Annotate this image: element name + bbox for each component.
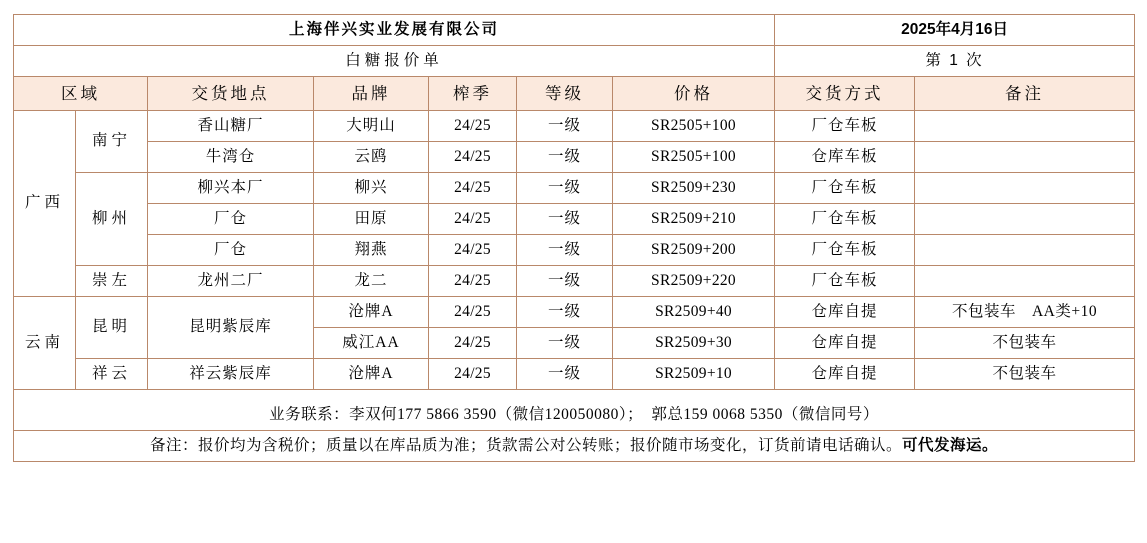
price-cell: SR2509+30 (613, 328, 775, 359)
remark-cell (915, 142, 1135, 173)
title-row (14, 15, 1135, 46)
city-cell: 昆明 (76, 297, 148, 359)
city-cell: 祥云 (76, 359, 148, 390)
price-cell: SR2509+230 (613, 173, 775, 204)
table-row (14, 297, 1135, 328)
price-cell: SR2509+10 (613, 359, 775, 390)
table-row (14, 111, 1135, 142)
remark-cell (915, 266, 1135, 297)
column-header-place: 交货地点 (148, 77, 314, 111)
remark-cell (915, 235, 1135, 266)
column-header-region: 区域 (14, 77, 148, 111)
grade-cell: 一级 (517, 142, 613, 173)
brand-cell: 大明山 (314, 111, 429, 142)
region-cell: 广西 (14, 111, 76, 297)
contact-info: 业务联系：李双何177 5866 3590（微信120050080）； 郭总159 0068 5350（微信同号） (14, 390, 1135, 431)
column-header-brand: 品牌 (314, 77, 429, 111)
grade-cell: 一级 (517, 266, 613, 297)
table-row (14, 359, 1135, 390)
price-cell: SR2509+40 (613, 297, 775, 328)
grade-cell: 一级 (517, 235, 613, 266)
quote-table (13, 14, 1135, 462)
table-row (14, 173, 1135, 204)
brand-cell: 翔燕 (314, 235, 429, 266)
column-header-grade: 等级 (517, 77, 613, 111)
footer-note (14, 431, 1135, 462)
season-cell: 24/25 (429, 142, 517, 173)
place-cell: 牛湾仓 (148, 142, 314, 173)
grade-cell: 一级 (517, 297, 613, 328)
quote-date: 2025年4月16日 (775, 15, 1135, 46)
delivery-cell: 厂仓车板 (775, 235, 915, 266)
table-row (14, 266, 1135, 297)
brand-cell: 龙二 (314, 266, 429, 297)
remark-cell: 不包装车 (915, 328, 1135, 359)
remark-cell (915, 204, 1135, 235)
city-cell: 崇左 (76, 266, 148, 297)
place-cell: 厂仓 (148, 204, 314, 235)
place-cell: 祥云紫辰库 (148, 359, 314, 390)
remark-cell (915, 173, 1135, 204)
delivery-cell: 厂仓车板 (775, 204, 915, 235)
grade-cell: 一级 (517, 173, 613, 204)
delivery-cell: 仓库自提 (775, 297, 915, 328)
table-header-row (14, 77, 1135, 111)
season-cell: 24/25 (429, 266, 517, 297)
delivery-cell: 仓库自提 (775, 359, 915, 390)
doc-title: 白糖报价单 (14, 46, 775, 77)
season-cell: 24/25 (429, 297, 517, 328)
brand-cell: 田原 (314, 204, 429, 235)
company-title: 上海伴兴实业发展有限公司 (14, 15, 775, 46)
brand-cell: 沧牌A (314, 359, 429, 390)
price-cell: SR2509+200 (613, 235, 775, 266)
price-cell: SR2509+220 (613, 266, 775, 297)
season-cell: 24/25 (429, 204, 517, 235)
footer-note-row (14, 431, 1135, 462)
city-cell: 南宁 (76, 111, 148, 173)
season-cell: 24/25 (429, 328, 517, 359)
footer-note-text: 备注：报价均为含税价；质量以在库品质为准；货款需公对公转账；报价随市场变化，订货前请电话确认。 (150, 436, 903, 454)
issue-number: 第 1 次 (775, 46, 1135, 77)
place-cell: 昆明紫辰库 (148, 297, 314, 359)
price-cell: SR2509+210 (613, 204, 775, 235)
footer-note-highlight: 可代发海运。 (902, 436, 999, 454)
grade-cell: 一级 (517, 359, 613, 390)
remark-cell (915, 111, 1135, 142)
table-row (14, 235, 1135, 266)
column-header-delivery: 交货方式 (775, 77, 915, 111)
column-header-price: 价格 (613, 77, 775, 111)
subtitle-row (14, 46, 1135, 77)
season-cell: 24/25 (429, 173, 517, 204)
footer-contact-row (14, 390, 1135, 431)
delivery-cell: 厂仓车板 (775, 173, 915, 204)
column-header-remark: 备注 (915, 77, 1135, 111)
season-cell: 24/25 (429, 111, 517, 142)
delivery-cell: 仓库自提 (775, 328, 915, 359)
season-cell: 24/25 (429, 235, 517, 266)
brand-cell: 威江AA (314, 328, 429, 359)
delivery-cell: 仓库车板 (775, 142, 915, 173)
grade-cell: 一级 (517, 111, 613, 142)
place-cell: 龙州二厂 (148, 266, 314, 297)
region-cell: 云南 (14, 297, 76, 390)
brand-cell: 沧牌A (314, 297, 429, 328)
delivery-cell: 厂仓车板 (775, 266, 915, 297)
delivery-cell: 厂仓车板 (775, 111, 915, 142)
remark-cell: 不包装车 (915, 359, 1135, 390)
place-cell: 厂仓 (148, 235, 314, 266)
place-cell: 柳兴本厂 (148, 173, 314, 204)
place-cell: 香山糖厂 (148, 111, 314, 142)
grade-cell: 一级 (517, 204, 613, 235)
column-header-season: 榨季 (429, 77, 517, 111)
city-cell: 柳州 (76, 173, 148, 266)
price-cell: SR2505+100 (613, 111, 775, 142)
table-row (14, 204, 1135, 235)
season-cell: 24/25 (429, 359, 517, 390)
table-row (14, 142, 1135, 173)
brand-cell: 云鸥 (314, 142, 429, 173)
grade-cell: 一级 (517, 328, 613, 359)
brand-cell: 柳兴 (314, 173, 429, 204)
remark-cell: 不包装车 AA类+10 (915, 297, 1135, 328)
price-cell: SR2505+100 (613, 142, 775, 173)
